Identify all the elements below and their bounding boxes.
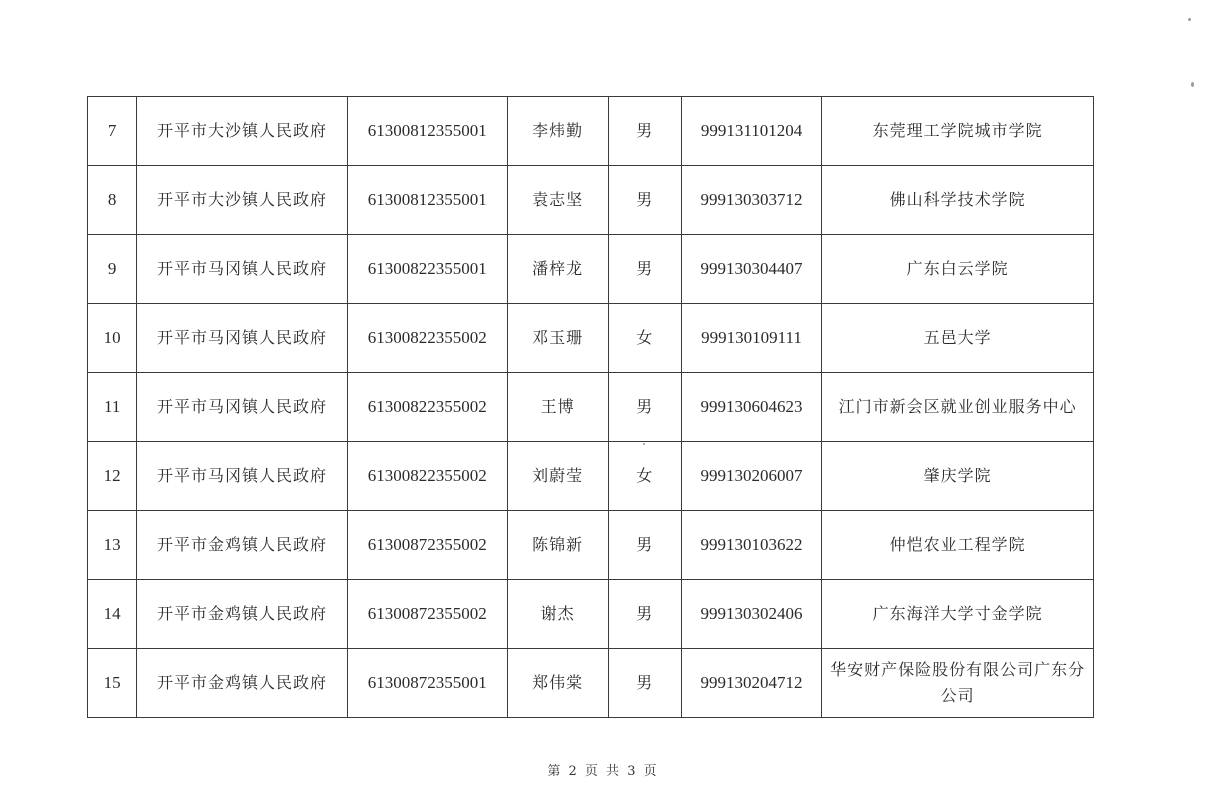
position-code: 61300822355002	[347, 304, 507, 373]
employer-unit: 开平市金鸡镇人民政府	[137, 511, 347, 580]
row-number: 9	[88, 235, 137, 304]
table-row	[88, 649, 1094, 718]
candidate-gender: 男	[608, 580, 681, 649]
exam-id: 999130302406	[681, 580, 821, 649]
table-row	[88, 580, 1094, 649]
row-number: 8	[88, 166, 137, 235]
footer-middle: 页 共	[584, 764, 622, 779]
candidate-gender: 男	[608, 235, 681, 304]
candidate-gender: 男	[608, 97, 681, 166]
exam-id: 999131101204	[681, 97, 821, 166]
employer-unit: 开平市金鸡镇人民政府	[137, 580, 347, 649]
candidate-table	[87, 96, 1094, 718]
candidate-name: 李炜勤	[507, 97, 608, 166]
employer-unit: 开平市马冈镇人民政府	[137, 235, 347, 304]
candidate-name: 袁志坚	[507, 166, 608, 235]
row-number: 10	[88, 304, 137, 373]
candidate-name: 陈锦新	[507, 511, 608, 580]
employer-unit: 开平市马冈镇人民政府	[137, 304, 347, 373]
table-row	[88, 166, 1094, 235]
position-code: 61300822355002	[347, 373, 507, 442]
employer-unit: 开平市大沙镇人民政府	[137, 97, 347, 166]
scan-speck	[1188, 18, 1191, 21]
position-code: 61300812355001	[347, 166, 507, 235]
scan-speck	[1191, 82, 1194, 87]
school-or-employer: 肇庆学院	[822, 442, 1094, 511]
school-or-employer: 仲恺农业工程学院	[822, 511, 1094, 580]
school-or-employer: 江门市新会区就业创业服务中心	[822, 373, 1094, 442]
footer-current-page: 2	[568, 764, 579, 779]
candidate-gender: 男	[608, 511, 681, 580]
position-code: 61300872355002	[347, 511, 507, 580]
school-or-employer: 五邑大学	[822, 304, 1094, 373]
candidate-gender: 女	[608, 304, 681, 373]
position-code: 61300822355001	[347, 235, 507, 304]
exam-id: 999130204712	[681, 649, 821, 718]
candidate-gender: 女	[608, 442, 681, 511]
table-row	[88, 373, 1094, 442]
school-or-employer: 广东海洋大学寸金学院	[822, 580, 1094, 649]
employer-unit: 开平市金鸡镇人民政府	[137, 649, 347, 718]
row-number: 15	[88, 649, 137, 718]
school-or-employer: 东莞理工学院城市学院	[822, 97, 1094, 166]
footer-prefix: 第	[547, 764, 563, 779]
footer-total-pages: 3	[627, 764, 638, 779]
employer-unit: 开平市马冈镇人民政府	[137, 442, 347, 511]
employer-unit: 开平市大沙镇人民政府	[137, 166, 347, 235]
school-or-employer: 佛山科学技术学院	[822, 166, 1094, 235]
table-row	[88, 235, 1094, 304]
exam-id: 999130604623	[681, 373, 821, 442]
candidate-gender: 男	[608, 166, 681, 235]
table-row	[88, 511, 1094, 580]
exam-id: 999130303712	[681, 166, 821, 235]
table-row	[88, 304, 1094, 373]
row-number: 14	[88, 580, 137, 649]
candidate-table-body	[88, 97, 1094, 718]
row-number: 12	[88, 442, 137, 511]
candidate-name: 潘梓龙	[507, 235, 608, 304]
footer-suffix: 页	[643, 764, 659, 779]
candidate-name: 谢杰	[507, 580, 608, 649]
candidate-gender: 男	[608, 373, 681, 442]
scan-speck	[643, 443, 645, 445]
candidate-gender: 男	[608, 649, 681, 718]
candidate-name: 郑伟棠	[507, 649, 608, 718]
position-code: 61300822355002	[347, 442, 507, 511]
page-number-footer	[0, 760, 1206, 779]
exam-id: 999130206007	[681, 442, 821, 511]
exam-id: 999130103622	[681, 511, 821, 580]
table-row	[88, 442, 1094, 511]
school-or-employer: 华安财产保险股份有限公司广东分公司	[822, 649, 1094, 718]
candidate-name: 邓玉珊	[507, 304, 608, 373]
position-code: 61300872355001	[347, 649, 507, 718]
exam-id: 999130109111	[681, 304, 821, 373]
row-number: 7	[88, 97, 137, 166]
row-number: 13	[88, 511, 137, 580]
employer-unit: 开平市马冈镇人民政府	[137, 373, 347, 442]
exam-id: 999130304407	[681, 235, 821, 304]
candidate-name: 王博	[507, 373, 608, 442]
candidate-name: 刘蔚莹	[507, 442, 608, 511]
position-code: 61300812355001	[347, 97, 507, 166]
school-or-employer: 广东白云学院	[822, 235, 1094, 304]
table-row	[88, 97, 1094, 166]
row-number: 11	[88, 373, 137, 442]
position-code: 61300872355002	[347, 580, 507, 649]
